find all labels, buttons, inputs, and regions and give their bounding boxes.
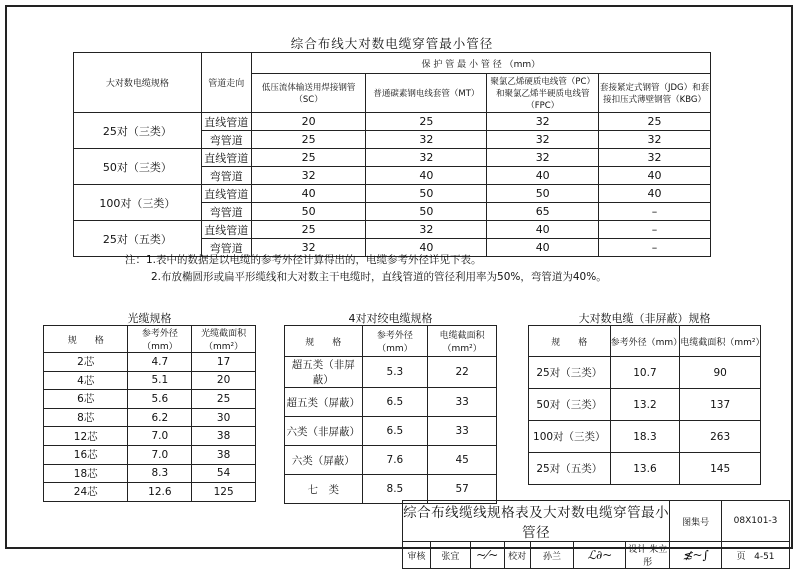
diameter-cell: 20 — [251, 113, 366, 131]
twisted-cell: 6.5 — [362, 417, 428, 446]
table-row — [529, 421, 761, 453]
header-row — [529, 326, 761, 357]
fiber-header-1: 参考外径（mm） — [128, 326, 192, 353]
fiber-cell: 8.3 — [128, 464, 192, 483]
fiber-cell: 6芯 — [44, 390, 128, 409]
header-group: 保 护 管 最 小 管 径 （mm） — [251, 53, 710, 74]
table-row — [74, 113, 711, 131]
fiber-cell: 17 — [192, 353, 256, 372]
table-row — [285, 357, 497, 388]
diameter-cell: 40 — [599, 167, 711, 185]
fiber-cell: 5.1 — [128, 371, 192, 390]
notes — [125, 252, 607, 286]
signature-mark: ≴~∫ — [682, 548, 709, 562]
twisted-cell: 超五类（非屏蔽） — [285, 357, 363, 388]
titleblock-title: 综合布线缆线规格表及大对数电缆穿管最小管径 — [403, 501, 670, 542]
diameter-cell: 50 — [366, 203, 487, 221]
diameter-cell: 32 — [487, 113, 599, 131]
twisted-cell: 6.5 — [362, 388, 428, 417]
large-cell: 90 — [680, 357, 761, 389]
designer-name: 朱立彤 — [643, 545, 668, 568]
diameter-cell: – — [599, 239, 711, 257]
fiber-table — [43, 325, 256, 502]
table-row — [44, 483, 256, 502]
header-jdg: 套接紧定式钢管（JDG）和套接扣压式薄壁钢管（KBG） — [599, 74, 711, 113]
diameter-cell: 50 — [366, 185, 487, 203]
twisted-header-1: 参考外径（mm） — [362, 326, 428, 357]
twisted-cell: 5.3 — [362, 357, 428, 388]
large-cell: 50对（三类） — [529, 389, 611, 421]
diameter-cell: 32 — [487, 131, 599, 149]
direction-straight: 直线管道 — [201, 185, 251, 203]
table-row — [285, 446, 497, 475]
table-row — [44, 390, 256, 409]
twisted-cell: 七 类 — [285, 475, 363, 504]
large-cell: 25对（五类） — [529, 453, 611, 485]
atlas-label: 图集号 — [670, 501, 722, 542]
large-cell: 100对（三类） — [529, 421, 611, 453]
large-cell: 18.3 — [610, 421, 680, 453]
table-row — [529, 389, 761, 421]
table-row — [44, 371, 256, 390]
fiber-cell: 54 — [192, 464, 256, 483]
design-label-text: 设计 — [628, 545, 647, 555]
page-number: 4-51 — [754, 551, 775, 562]
twisted-title: 4对对绞电缆规格 — [348, 312, 433, 325]
table-row — [44, 445, 256, 464]
cable-spec: 100对（三类） — [74, 185, 202, 221]
fiber-cell: 24芯 — [44, 483, 128, 502]
table-row — [44, 427, 256, 446]
table-row — [529, 453, 761, 485]
diameter-cell: 40 — [487, 221, 599, 239]
diameter-cell: 32 — [599, 149, 711, 167]
header-row — [285, 326, 497, 357]
direction-straight: 直线管道 — [201, 221, 251, 239]
fiber-header-2: 光缆截面积（mm²） — [192, 326, 256, 353]
twisted-cell: 45 — [428, 446, 497, 475]
fiber-cell: 16芯 — [44, 445, 128, 464]
large-title: 大对数电缆（非屏蔽）规格 — [578, 312, 711, 325]
diameter-cell: 32 — [251, 239, 366, 257]
fiber-header-0: 规 格 — [44, 326, 128, 353]
conduit-table — [73, 52, 711, 257]
diameter-cell: 25 — [251, 149, 366, 167]
fiber-cell: 2芯 — [44, 353, 128, 372]
table-row — [74, 185, 711, 203]
header-sc: 低压流体输送用焊接钢管（SC） — [251, 74, 366, 113]
diameter-cell: 25 — [599, 113, 711, 131]
fiber-cell: 8芯 — [44, 408, 128, 427]
large-cell: 137 — [680, 389, 761, 421]
diameter-cell: 40 — [366, 167, 487, 185]
fiber-cell: 12芯 — [44, 427, 128, 446]
diameter-cell: 40 — [366, 239, 487, 257]
diameter-cell: 32 — [487, 149, 599, 167]
review-label: 审核 — [403, 542, 431, 569]
fiber-cell: 38 — [192, 427, 256, 446]
fiber-cell: 18芯 — [44, 464, 128, 483]
cable-spec: 50对（三类） — [74, 149, 202, 185]
table-row — [529, 357, 761, 389]
fiber-cell: 30 — [192, 408, 256, 427]
large-header-2: 电缆截面积（mm²） — [680, 326, 761, 357]
header-direction: 管道走向 — [201, 53, 251, 113]
page-cell — [722, 542, 790, 569]
twisted-cell: 33 — [428, 388, 497, 417]
checker-name: 孙兰 — [530, 542, 574, 569]
large-header-0: 规 格 — [529, 326, 611, 357]
table-row — [74, 221, 711, 239]
diameter-cell: 32 — [366, 131, 487, 149]
diameter-cell: 40 — [487, 239, 599, 257]
large-table — [528, 325, 765, 485]
twisted-cell: 超五类（屏蔽） — [285, 388, 363, 417]
twisted-cell: 7.6 — [362, 446, 428, 475]
direction-bend: 弯管道 — [201, 203, 251, 221]
main-table-title: 综合布线大对数电缆穿管最小管径 — [290, 36, 494, 51]
fiber-cell: 7.0 — [128, 445, 192, 464]
table-row — [44, 408, 256, 427]
note-2: 2.布放椭圆形或扁平形缆线和大对数主干电缆时，直线管道的管径利用率为50%，弯管道为40%。 — [151, 271, 607, 283]
check-label: 校对 — [504, 542, 530, 569]
twisted-table — [284, 325, 497, 504]
diameter-cell: 40 — [251, 185, 366, 203]
large-header-1: 参考外径（mm） — [610, 326, 680, 357]
cable-spec: 25对（五类） — [74, 221, 202, 257]
direction-bend: 弯管道 — [201, 239, 251, 257]
twisted-header-2: 电缆截面积（mm²） — [428, 326, 497, 357]
twisted-cell: 8.5 — [362, 475, 428, 504]
table-row — [285, 417, 497, 446]
fiber-cell: 5.6 — [128, 390, 192, 409]
page-label: 页 — [736, 551, 746, 562]
design-label — [626, 542, 670, 569]
direction-straight: 直线管道 — [201, 149, 251, 167]
diameter-cell: 32 — [366, 149, 487, 167]
fiber-title: 光缆规格 — [127, 312, 172, 325]
large-cell: 13.6 — [610, 453, 680, 485]
large-cell: 25对（三类） — [529, 357, 611, 389]
diameter-cell: – — [599, 221, 711, 239]
fiber-cell: 4.7 — [128, 353, 192, 372]
cable-spec: 25对（三类） — [74, 113, 202, 149]
fiber-cell: 6.2 — [128, 408, 192, 427]
table-row — [74, 149, 711, 167]
fiber-cell: 20 — [192, 371, 256, 390]
header-pc: 聚氯乙烯硬质电线管（PC）和聚氯乙烯半硬质电线管（FPC） — [487, 74, 599, 113]
header-mt: 普通碳素钢电线套管（MT） — [366, 74, 487, 113]
twisted-cell: 六类（非屏蔽） — [285, 417, 363, 446]
diameter-cell: 40 — [487, 167, 599, 185]
diameter-cell: 50 — [251, 203, 366, 221]
reviewer-signature — [470, 542, 504, 569]
diameter-cell: 25 — [251, 131, 366, 149]
reviewer-name: 张宜 — [430, 542, 470, 569]
fiber-cell: 25 — [192, 390, 256, 409]
fiber-cell: 38 — [192, 445, 256, 464]
large-cell: 263 — [680, 421, 761, 453]
twisted-cell: 33 — [428, 417, 497, 446]
header-row — [44, 326, 256, 353]
large-cell: 10.7 — [610, 357, 680, 389]
fiber-cell: 12.6 — [128, 483, 192, 502]
large-cell: 145 — [680, 453, 761, 485]
diameter-cell: 40 — [599, 185, 711, 203]
direction-straight: 直线管道 — [201, 113, 251, 131]
diameter-cell: 65 — [487, 203, 599, 221]
signature-mark: ℒ∂~ — [587, 548, 613, 562]
fiber-cell: 4芯 — [44, 371, 128, 390]
large-cell: 13.2 — [610, 389, 680, 421]
diameter-cell: 50 — [487, 185, 599, 203]
twisted-cell: 57 — [428, 475, 497, 504]
twisted-cell: 六类（屏蔽） — [285, 446, 363, 475]
fiber-cell: 125 — [192, 483, 256, 502]
note-1: 注：1.表中的数据是以电缆的参考外径计算得出的，电缆参考外径详见下表。 — [125, 254, 482, 266]
diameter-cell: 25 — [366, 113, 487, 131]
diameter-cell: – — [599, 203, 711, 221]
table-row — [44, 464, 256, 483]
twisted-header-0: 规 格 — [285, 326, 363, 357]
header-spec: 大对数电缆规格 — [74, 53, 202, 113]
diameter-cell: 32 — [251, 167, 366, 185]
twisted-cell: 22 — [428, 357, 497, 388]
direction-bend: 弯管道 — [201, 167, 251, 185]
fiber-cell: 7.0 — [128, 427, 192, 446]
title-block — [402, 500, 790, 569]
diameter-cell: 32 — [366, 221, 487, 239]
checker-signature — [574, 542, 626, 569]
direction-bend: 弯管道 — [201, 131, 251, 149]
diameter-cell: 25 — [251, 221, 366, 239]
signature-mark: ~⁄~ — [476, 548, 499, 562]
diameter-cell: 32 — [599, 131, 711, 149]
atlas-number: 08X101-3 — [722, 501, 790, 542]
table-row — [44, 353, 256, 372]
table-row — [285, 388, 497, 417]
designer-signature — [670, 542, 722, 569]
